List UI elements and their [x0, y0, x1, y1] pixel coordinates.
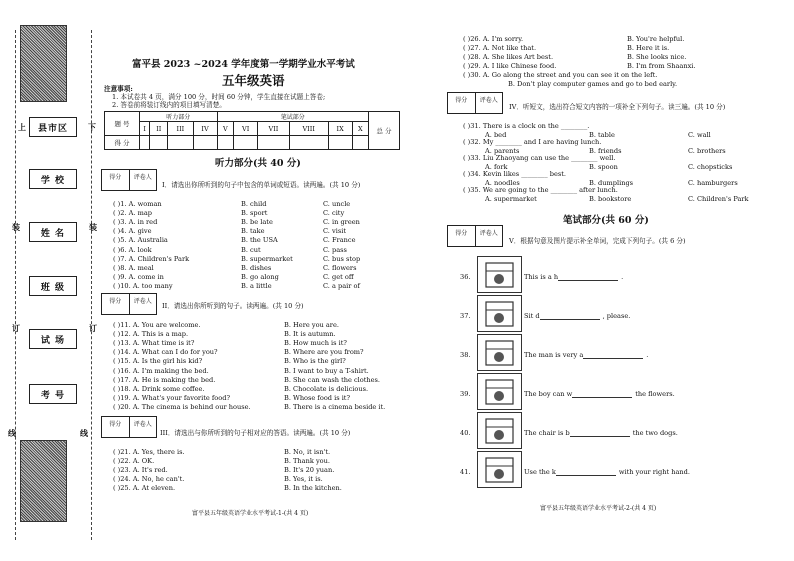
- sec1-item-option-B: B. go along: [241, 272, 279, 281]
- scorer-grader-label: 评卷人: [129, 294, 157, 314]
- sec1-item-question[interactable]: ( )3. A. in red: [113, 218, 158, 227]
- sec2-item-question[interactable]: ( )13. A. What time is it?: [113, 339, 195, 348]
- sec2-item-question[interactable]: ( )11. A. You are welcome.: [113, 321, 201, 329]
- score-cell[interactable]: [150, 136, 168, 150]
- score-col-3: III: [168, 122, 193, 136]
- score-col-8: VIII: [289, 122, 328, 136]
- sentence-suffix: with your right hand.: [618, 468, 690, 476]
- score-cell[interactable]: [168, 136, 193, 150]
- writing-group: 笔试部分: [217, 112, 368, 122]
- scorer-box-5: [447, 225, 503, 247]
- sec5-sentence: [524, 391, 675, 398]
- score-col-9: IX: [328, 122, 352, 136]
- field-school[interactable]: 学 校: [29, 169, 77, 189]
- cut-mark-line-right: 线: [80, 428, 88, 438]
- sec1-item-option-C: C. get off: [323, 272, 354, 281]
- sec4-option-A: A. parents: [485, 147, 520, 155]
- answer-blank[interactable]: [583, 352, 643, 359]
- sec2-item-question[interactable]: ( )19. A. What's your favorite food?: [113, 393, 230, 402]
- sec3-item-option-B: B. Yes, it is.: [284, 475, 323, 484]
- answer-blank[interactable]: [540, 313, 600, 320]
- sec4-option-C: C. Children's Park: [688, 195, 749, 203]
- score-row-label: 得 分: [105, 136, 140, 150]
- sec2-item-question[interactable]: ( )16. A. I'm making the bed.: [113, 366, 209, 375]
- sentence-suffix: , please.: [602, 312, 631, 320]
- cut-mark-staple-left: 订: [12, 323, 20, 333]
- score-col-6: VI: [234, 122, 258, 136]
- score-col-10: X: [352, 122, 368, 136]
- sec1-item-question[interactable]: ( )10. A. too many: [113, 281, 173, 290]
- total-score-header: 总 分: [369, 112, 400, 150]
- binding-dashed-line-left: [15, 30, 16, 540]
- sec5-number: 40.: [460, 429, 471, 437]
- sec5-number: 39.: [460, 390, 471, 398]
- sec4-option-B: B. dumplings: [589, 179, 634, 187]
- sec3-item-question[interactable]: ( )25. A. At eleven.: [113, 484, 176, 493]
- sec2-item-option-B: B. Here you are.: [284, 321, 339, 329]
- sec1-item-question[interactable]: ( )4. A. give: [113, 227, 152, 236]
- sec3-item-question[interactable]: ( )30. A. Go along the street and you can see it on the left.: [463, 71, 658, 79]
- sec2-item-option-B: B. Who is the girl?: [284, 357, 346, 366]
- sec3-item-question[interactable]: ( )21. A. Yes, there is.: [113, 448, 185, 456]
- sec4-option-A: A. supermarket: [485, 195, 537, 203]
- sentence-prefix: Sit d: [524, 312, 540, 320]
- cut-mark-bind-left: 装: [12, 222, 20, 232]
- scorer-grader-label: 评卷人: [475, 93, 503, 113]
- field-name[interactable]: 姓 名: [29, 222, 77, 242]
- sec4-question[interactable]: ( )34. Kevin likes ________ best.: [463, 170, 566, 178]
- sec3-item-question[interactable]: ( )29. A. I like Chinese food.: [463, 62, 557, 70]
- bottom-qr-code: [20, 440, 67, 522]
- cut-mark-line-left: 线: [8, 428, 16, 438]
- sec4-question[interactable]: ( )32. My ________ and I are having lunch.: [463, 138, 602, 146]
- sec1-item-option-B: B. take: [241, 227, 265, 236]
- sec1-item-question[interactable]: ( )8. A. meal: [113, 263, 154, 272]
- notice-line-1: 1. 本试卷共 4 页，满分 100 分，时间 60 分钟，学生直接在试题上答卷;: [112, 93, 326, 101]
- sec2-item-option-B: B. There is a cinema beside it.: [284, 402, 386, 411]
- sec2-item-option-B: B. She can wash the clothes.: [284, 375, 381, 384]
- sec1-item-option-C: C. in green: [323, 218, 360, 227]
- sec1-item-question[interactable]: ( )6. A. look: [113, 245, 152, 254]
- page-1-footer: 富平县五年级英语学业水平考试-1-(共 4 页): [192, 510, 309, 517]
- sentence-prefix: Use the k: [524, 468, 556, 476]
- scorer-box-4: [447, 92, 503, 114]
- exam-subtitle: 五年级英语: [222, 73, 285, 88]
- field-county[interactable]: 县市区: [29, 117, 77, 137]
- sec5-number: 36.: [460, 273, 471, 281]
- sec5-sentence: [524, 274, 623, 281]
- score-col-4: IV: [193, 122, 217, 136]
- section-1-heading: I．请选出你所听到的句子中包含的单词或短语。读两遍。(共 10 分): [162, 181, 361, 189]
- score-col-5: V: [217, 122, 234, 136]
- listening-banner: 听力部分(共 40 分): [215, 158, 301, 169]
- sec5-number: 37.: [460, 312, 471, 320]
- scorer-score-label: 得分: [455, 97, 468, 104]
- score-cell[interactable]: [258, 136, 290, 150]
- sec1-item-option-C: C. flowers: [323, 263, 357, 272]
- score-col-1: I: [140, 122, 150, 136]
- sec1-item-option-C: C. bus stop: [323, 254, 361, 263]
- answer-blank[interactable]: [558, 274, 618, 281]
- sentence-suffix: .: [646, 351, 649, 359]
- chair-sitting-picture: [477, 295, 522, 332]
- sec2-item-question[interactable]: ( )18. A. Drink some coffee.: [113, 384, 205, 393]
- scorer-box-2: [101, 293, 157, 315]
- sec1-item-option-C: C. pass: [323, 245, 347, 254]
- scorer-box-3: [101, 416, 157, 438]
- strong-man-picture: [477, 334, 522, 371]
- sec1-item-option-C: C. France: [323, 236, 356, 245]
- score-cell[interactable]: [217, 136, 234, 150]
- sentence-prefix: The chair is b: [524, 429, 570, 437]
- section-4-heading: IV．听短文，选出符合短文内容的一项补全下列句子。读三遍。(共 10 分): [509, 103, 726, 111]
- sec2-item-question[interactable]: ( )14. A. What can I do for you?: [113, 348, 218, 357]
- score-cell[interactable]: [140, 136, 150, 150]
- sec5-sentence: [524, 430, 678, 437]
- hotel-picture: [477, 256, 522, 293]
- field-class[interactable]: 班 级: [29, 276, 77, 296]
- section-2-heading: II．请选出你所听到的句子。读两遍。(共 10 分): [162, 302, 304, 310]
- notice-heading: 注意事项:: [104, 85, 133, 93]
- sentence-suffix: the two dogs.: [632, 429, 678, 437]
- answer-blank[interactable]: [556, 469, 616, 476]
- scorer-score-label: 得分: [109, 174, 122, 181]
- sec3-item-option-B: B. Here it is.: [627, 44, 670, 52]
- field-exam-room[interactable]: 试 场: [29, 329, 77, 349]
- sec4-question[interactable]: ( )35. We are going to the ________ after lunch.: [463, 186, 618, 194]
- sec3-item-question[interactable]: ( )26. A. I'm sorry.: [463, 35, 524, 43]
- top-qr-code: [20, 25, 67, 102]
- sec1-item-option-B: B. a little: [241, 281, 272, 290]
- sec3-item-option-B: B. It's 20 yuan.: [284, 466, 335, 475]
- sec3-item-option-B: B. Thank you.: [284, 457, 330, 466]
- scorer-grader-label: 评卷人: [129, 170, 157, 190]
- score-col-2: II: [150, 122, 168, 136]
- sec2-item-option-B: B. I want to buy a T-shirt.: [284, 366, 369, 375]
- sec2-item-option-B: B. It is autumn.: [284, 330, 336, 339]
- listening-group: 听力部分: [140, 112, 218, 122]
- sec1-item-question[interactable]: ( )9. A. come in: [113, 272, 164, 281]
- sec4-option-B: B. bookstore: [589, 195, 632, 203]
- sec5-number: 41.: [460, 468, 471, 476]
- score-cell[interactable]: [289, 136, 328, 150]
- sec4-option-C: C. brothers: [688, 147, 726, 155]
- sec4-option-A: A. bed: [485, 131, 507, 139]
- sec3-item-question[interactable]: ( )23. A. It's red.: [113, 466, 168, 475]
- scorer-grader-label: 评卷人: [475, 226, 503, 246]
- sec3-item-option-B: B. Don't play computer games and go to bed early.: [508, 80, 678, 88]
- sec4-option-C: C. wall: [688, 131, 711, 139]
- sec2-item-option-B: B. Where are you from?: [284, 348, 364, 357]
- answer-blank[interactable]: [570, 430, 630, 437]
- sentence-suffix: the flowers.: [635, 390, 675, 398]
- cut-mark-bind-right: 装: [89, 222, 97, 232]
- sec1-item-option-B: B. sport: [241, 209, 268, 218]
- notice-line-2: 2. 答卷前将装订线内的项目填写清楚。: [112, 101, 226, 109]
- sec4-option-B: B. table: [589, 131, 615, 139]
- sec1-item-option-C: C. visit: [323, 227, 346, 236]
- cut-mark-down: 下: [88, 122, 96, 132]
- answer-blank[interactable]: [572, 391, 632, 398]
- page-2-footer: 富平县五年级英语学业水平考试-2-(共 4 页): [540, 505, 657, 512]
- sec3-item-question[interactable]: ( )24. A. No, he can't.: [113, 475, 185, 484]
- sec5-sentence: [524, 469, 690, 476]
- sec4-option-C: C. hamburgers: [688, 179, 738, 187]
- sec4-option-B: B. friends: [589, 147, 622, 155]
- sec2-item-question[interactable]: ( )17. A. He is making the bed.: [113, 375, 216, 384]
- sec4-option-A: A. noodles: [485, 179, 520, 187]
- sec4-option-C: C. chopsticks: [688, 163, 733, 171]
- sec2-item-question[interactable]: ( )20. A. The cinema is behind our house.: [113, 402, 251, 411]
- sec4-option-A: A. fork: [485, 163, 508, 171]
- score-col-7: VII: [258, 122, 290, 136]
- sec1-item-option-C: C. uncle: [323, 200, 351, 208]
- sec3-item-option-B: B. You're helpful.: [627, 35, 685, 43]
- sentence-prefix: This is a h: [524, 273, 559, 281]
- field-exam-number[interactable]: 考 号: [29, 384, 77, 404]
- sec2-item-option-B: B. Whose food is it?: [284, 393, 350, 402]
- sec5-number: 38.: [460, 351, 471, 359]
- sec3-item-option-B: B. No, it isn't.: [284, 448, 331, 456]
- sec1-item-option-B: B. supermarket: [241, 254, 293, 263]
- sec2-item-option-B: B. Chocolate is delicious.: [284, 384, 369, 393]
- watering-flowers-picture: [477, 373, 522, 410]
- sec1-item-option-B: B. child: [241, 200, 267, 208]
- sec4-option-B: B. spoon: [589, 163, 618, 171]
- sec1-item-option-B: B. cut: [241, 245, 261, 254]
- sec5-sentence: [524, 352, 648, 359]
- section-3-heading: III．请选出与你所听到的句子相对应的答语。读两遍。(共 10 分): [160, 429, 351, 437]
- scorer-score-label: 得分: [109, 298, 122, 305]
- sec1-item-option-C: C. city: [323, 209, 345, 218]
- sec2-item-option-B: B. How much is it?: [284, 339, 347, 348]
- writing-banner: 笔试部分(共 60 分): [563, 215, 649, 226]
- sec4-question[interactable]: ( )33. Liu Zhaoyang can use the ________ well.: [463, 154, 616, 162]
- sec3-item-question[interactable]: ( )28. A. She likes Art best.: [463, 53, 554, 61]
- sec1-item-option-B: B. the USA: [241, 236, 278, 245]
- sec2-item-question[interactable]: ( )15. A. Is the girl his kid?: [113, 357, 203, 366]
- sec3-item-option-B: B. In the kitchen.: [284, 484, 342, 493]
- score-cell[interactable]: [234, 136, 258, 150]
- sec1-item-question[interactable]: ( )2. A. map: [113, 209, 152, 218]
- sec2-item-question[interactable]: ( )12. A. This is a map.: [113, 330, 189, 339]
- exam-title: 富平县 2023 ~2024 学年度第一学期学业水平考试: [132, 59, 355, 70]
- scorer-box-1: [101, 169, 157, 191]
- scorer-score-label: 得分: [109, 421, 122, 428]
- sec4-question[interactable]: ( )31. There is a clock on the ________.: [463, 122, 590, 130]
- sec1-item-option-B: B. dishes: [241, 263, 272, 272]
- cut-mark-staple-right: 订: [89, 323, 97, 333]
- score-cell[interactable]: [193, 136, 217, 150]
- section-5-heading: V．根据句意及图片提示补全单词，完成下列句子。(共 6 分): [509, 237, 686, 245]
- cut-mark-up: 上: [18, 122, 26, 132]
- score-table: [104, 111, 400, 150]
- sec1-item-question[interactable]: ( )5. A. Australia: [113, 236, 168, 245]
- sec3-item-option-B: B. She looks nice.: [627, 53, 687, 61]
- sentence-suffix: .: [621, 273, 624, 281]
- sec3-item-question[interactable]: ( )22. A. OK.: [113, 457, 155, 466]
- binding-dashed-line-right: [91, 30, 92, 540]
- sec1-item-option-C: C. a pair of: [323, 281, 360, 290]
- sec1-item-question[interactable]: ( )7. A. Children's Park: [113, 254, 190, 263]
- scorer-score-label: 得分: [455, 230, 468, 237]
- score-cell[interactable]: [328, 136, 352, 150]
- chair-dogs-picture: [477, 412, 522, 449]
- score-col-header: 题 号: [105, 112, 140, 136]
- scorer-grader-label: 评卷人: [129, 417, 157, 437]
- score-cell[interactable]: [352, 136, 368, 150]
- sentence-prefix: The man is very a: [524, 351, 584, 359]
- sec1-item-question[interactable]: ( )1. A. woman: [113, 200, 162, 208]
- sec3-item-question[interactable]: ( )27. A. Not like that.: [463, 44, 537, 52]
- sec1-item-option-B: B. be late: [241, 218, 273, 227]
- sec3-item-option-B: B. I'm from Shaanxi.: [627, 62, 696, 70]
- knife-picture: [477, 451, 522, 488]
- sec5-sentence: [524, 313, 630, 320]
- sentence-prefix: The boy can w: [524, 390, 573, 398]
